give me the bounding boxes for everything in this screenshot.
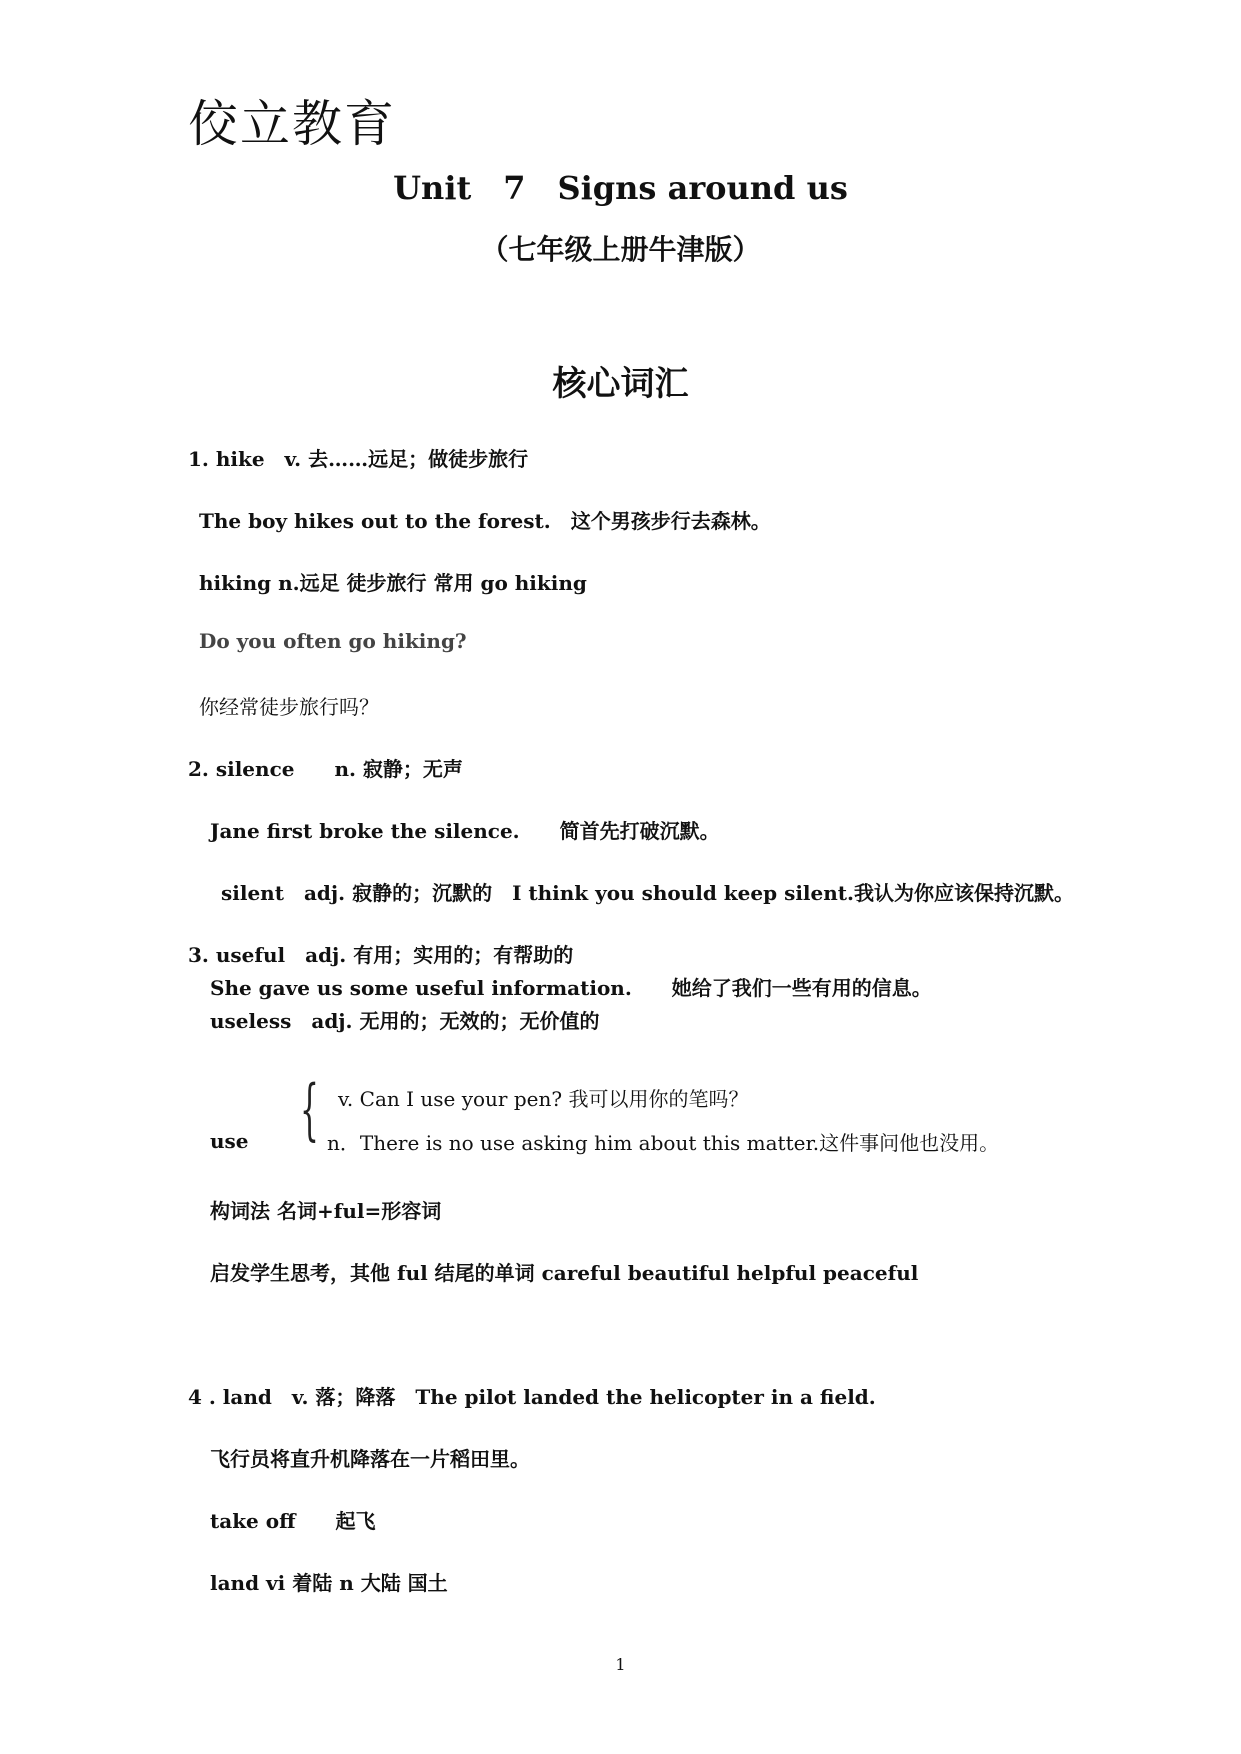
brace-symbol: { <box>300 1071 319 1148</box>
page-number: 1 <box>615 1655 626 1674</box>
vocab-land-translation: 飞行员将直升机降落在一片稻田里。 <box>210 1447 530 1471</box>
vocab-use-word: use <box>210 1129 249 1153</box>
vocab-land-meanings: land vi 着陆 n 大陆 国土 <box>210 1571 448 1595</box>
vocab-silence-heading: 2. silence n. 寂静；无声 <box>188 757 463 781</box>
vocab-silence-example: Jane first broke the silence. 简首先打破沉默。 <box>210 819 720 843</box>
vocab-silent-note: silent adj. 寂静的；沉默的 I think you should keep silent.我认为你应该保持沉默。 <box>221 881 1074 905</box>
page-subtitle: （七年级上册牛津版） <box>480 233 761 266</box>
section-heading: 核心词汇 <box>552 364 689 404</box>
word-formation-note: 构词法 名词+ful=形容词 <box>210 1199 442 1223</box>
vocab-useful-heading: 3. useful adj. 有用；实用的；有帮助的 <box>188 943 574 967</box>
vocab-hiking-note: hiking n.远足 徒步旅行 常用 go hiking <box>199 571 587 595</box>
vocab-use-verb: v. Can I use your pen? 我可以用你的笔吗？ <box>338 1087 749 1111</box>
logo-text: 佼立教育 <box>188 95 396 153</box>
vocab-land-heading: 4 . land v. 落；降落 The pilot landed the helicopter in a field. <box>188 1385 876 1409</box>
vocab-hiking-translation: 你经常徒步旅行吗？ <box>199 695 379 719</box>
vocab-useful-example: She gave us some useful information. 她给了我们一些有用的信息。 <box>210 976 932 1000</box>
vocab-hike-heading: 1. hike v. 去……远足；做徒步旅行 <box>188 447 529 471</box>
vocab-hike-example: The boy hikes out to the forest. 这个男孩步行去森林。 <box>199 509 771 533</box>
vocab-use-noun: n．There is no use asking him about this matter.这件事问他也没用。 <box>327 1131 1000 1155</box>
vocab-useless-note: useless adj. 无用的；无效的；无价值的 <box>210 1009 600 1033</box>
vocab-takeoff-note: take off 起飞 <box>210 1509 376 1533</box>
ful-words-note: 启发学生思考，其他 ful 结尾的单词 careful beautiful helpful peaceful <box>210 1261 919 1285</box>
page-title: Unit 7 Signs around us <box>393 169 848 207</box>
vocab-hiking-example: Do you often go hiking? <box>199 629 467 653</box>
